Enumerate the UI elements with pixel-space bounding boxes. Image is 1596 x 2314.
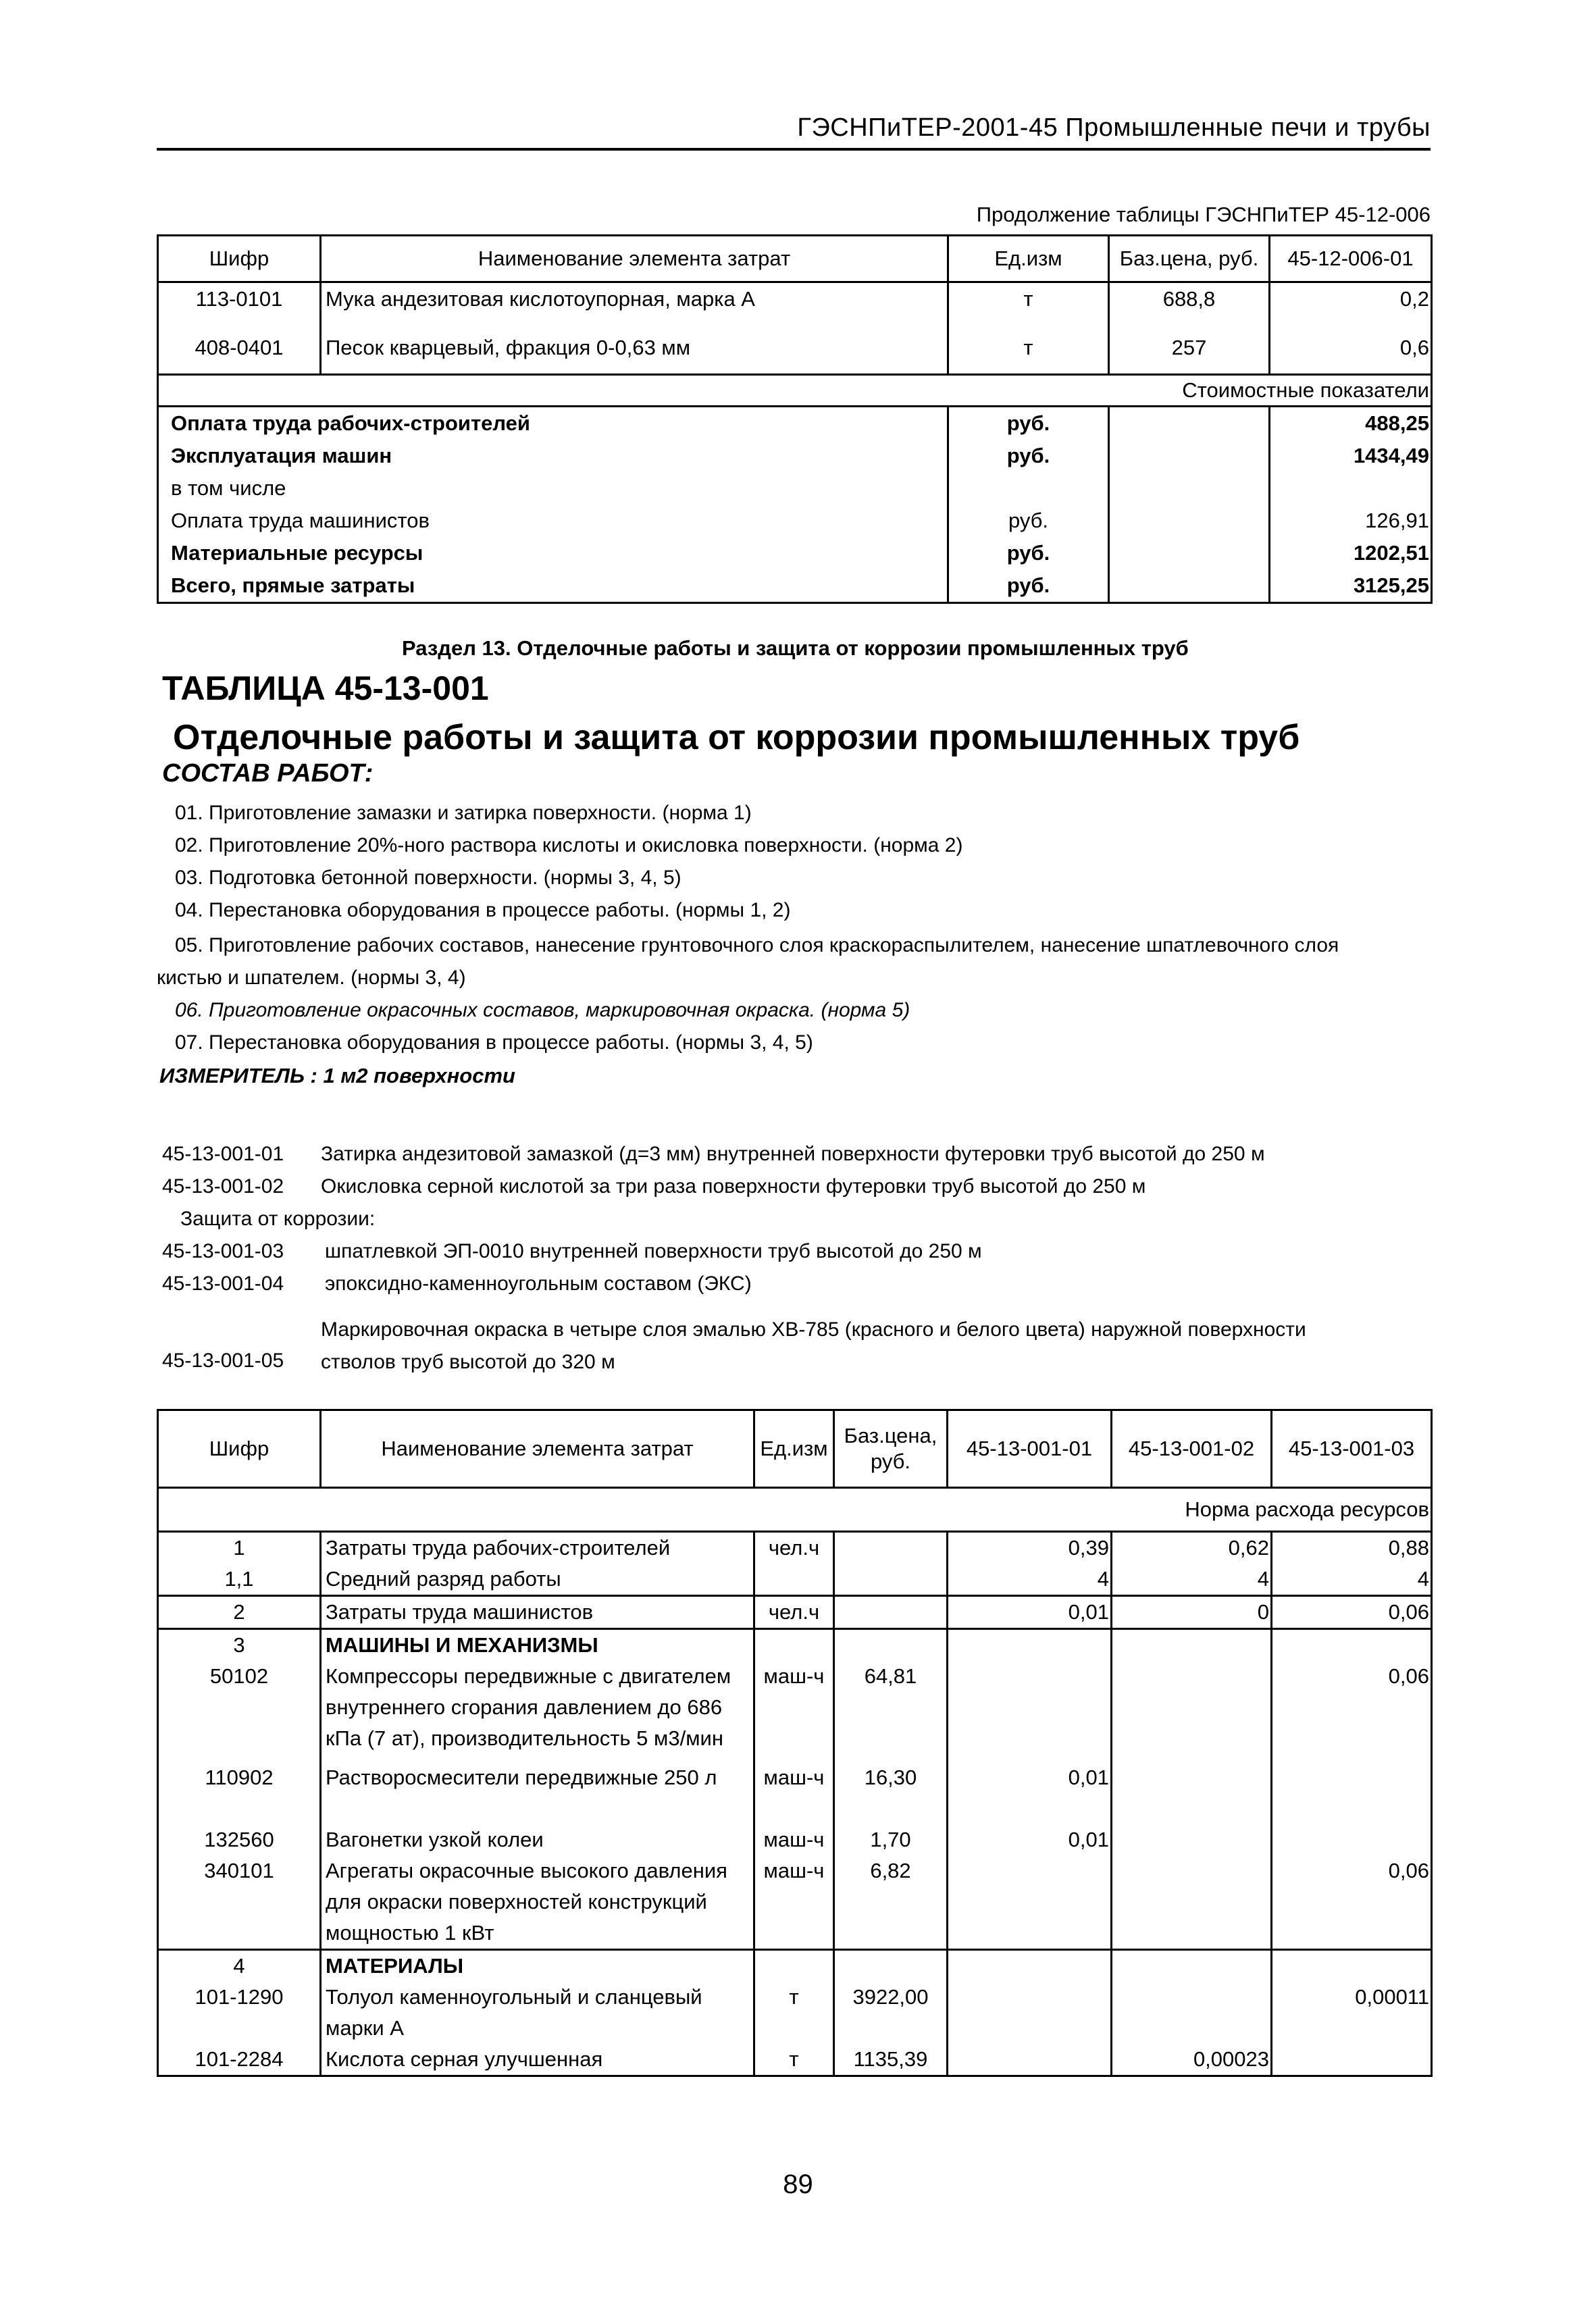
cost-price bbox=[1109, 440, 1270, 472]
cell-v1: 0,01 bbox=[948, 1754, 1112, 1824]
work-text: 05. Приготовление рабочих составов, нанесение грунтовочного слоя краскораспылителем, нанесение шпатлевочного слоя bbox=[175, 934, 1339, 956]
cell-v2: 0 bbox=[1112, 1596, 1272, 1629]
norm-text: Окисловка серной кислотой за три раза поверхности футеровки труб высотой до 250 м bbox=[321, 1175, 1146, 1198]
cell-v2: 0,62 bbox=[1112, 1532, 1272, 1564]
work-item bbox=[157, 1027, 1431, 1059]
cell-code: 113-0101 bbox=[158, 282, 321, 326]
work-item bbox=[157, 797, 1431, 829]
col-header-unit: Ед.изм bbox=[948, 236, 1109, 282]
table-name: Отделочные работы и защита от коррозии промышленных труб bbox=[173, 718, 1300, 757]
cost-section-label: Стоимостные показатели bbox=[158, 375, 1432, 407]
cell-price: 257 bbox=[1109, 325, 1270, 375]
norma-label: Норма расхода ресурсов bbox=[158, 1488, 1432, 1532]
cell-price: 6,82 bbox=[834, 1855, 948, 1950]
table-row bbox=[158, 325, 1432, 375]
cost-unit: руб. bbox=[948, 569, 1109, 603]
col-header-code: Шифр bbox=[158, 1410, 321, 1488]
cost-unit bbox=[948, 472, 1109, 505]
table-header-row bbox=[158, 1410, 1432, 1488]
cell-unit: маш-ч bbox=[754, 1754, 834, 1824]
cell-name: Толуол каменноугольный и сланцевый марки А bbox=[321, 1982, 754, 2044]
work-item bbox=[157, 994, 1431, 1027]
cell-code: 3 bbox=[158, 1629, 321, 1662]
cell-v2 bbox=[1112, 1629, 1272, 1662]
cell-v1: 4 bbox=[948, 1564, 1112, 1596]
norm-item bbox=[162, 1138, 1432, 1171]
cell-v3: 0,06 bbox=[1272, 1855, 1432, 1950]
table-row bbox=[158, 282, 1432, 326]
cost-name: Оплата труда машинистов bbox=[158, 505, 948, 537]
cell-name: Средний разряд работы bbox=[321, 1564, 754, 1596]
cell-v3 bbox=[1272, 1754, 1432, 1824]
cell-code: 340101 bbox=[158, 1855, 321, 1950]
norm-text: Маркировочная окраска в четыре слоя эмалью ХВ-785 (красного и белого цвета) наружной поверхности bbox=[321, 1318, 1306, 1341]
cost-name: в том числе bbox=[158, 472, 948, 505]
cost-section-row bbox=[158, 375, 1432, 407]
cell-code: 1,1 bbox=[158, 1564, 321, 1596]
works-label: СОСТАВ РАБОТ: bbox=[162, 759, 374, 788]
cell-code: 101-2284 bbox=[158, 2044, 321, 2076]
work-text: 03. Подготовка бетонной поверхности. (нормы 3, 4, 5) bbox=[175, 867, 681, 889]
col-header-norm: 45-12-006-01 bbox=[1270, 236, 1432, 282]
cell-unit bbox=[754, 1629, 834, 1662]
cell-name: Растворосмесители передвижные 250 л bbox=[321, 1754, 754, 1824]
table-row bbox=[158, 1564, 1432, 1596]
cell-v1 bbox=[948, 1982, 1112, 2044]
cell-value: 0,6 bbox=[1270, 325, 1432, 375]
cell-name: Затраты труда машинистов bbox=[321, 1596, 754, 1629]
table-section-row bbox=[158, 1950, 1432, 1982]
cell-unit bbox=[754, 1564, 834, 1596]
cost-name: Материальные ресурсы bbox=[158, 537, 948, 569]
cell-unit: маш-ч bbox=[754, 1661, 834, 1754]
norm-text: Затирка андезитовой замазкой (д=3 мм) внутренней поверхности футеровки труб высотой до 250 м bbox=[321, 1143, 1265, 1165]
col-header-name: Наименование элемента затрат bbox=[321, 236, 948, 282]
cell-unit: т bbox=[948, 325, 1109, 375]
cost-row bbox=[158, 472, 1432, 505]
cost-unit: руб. bbox=[948, 440, 1109, 472]
cell-unit: чел.ч bbox=[754, 1596, 834, 1629]
norm-code: 45-13-001-02 bbox=[162, 1175, 284, 1198]
cell-price bbox=[834, 1950, 948, 1982]
work-item bbox=[157, 929, 1431, 994]
norm-text-wrap bbox=[321, 1314, 1432, 1379]
cell-price bbox=[834, 1532, 948, 1564]
cell-v3 bbox=[1272, 1824, 1432, 1855]
table-row bbox=[158, 1661, 1432, 1754]
norm-item bbox=[162, 1171, 1432, 1203]
norm-text: эпоксидно-каменноугольным составом (ЭКС) bbox=[325, 1272, 752, 1295]
cell-v1 bbox=[948, 1629, 1112, 1662]
col-header-code: Шифр bbox=[158, 236, 321, 282]
norm-code: 45-13-001-01 bbox=[162, 1143, 284, 1165]
section-subtitle: Раздел 13. Отделочные работы и защита от коррозии промышленных труб bbox=[402, 636, 1189, 660]
cell-unit: маш-ч bbox=[754, 1855, 834, 1950]
cell-code: 408-0401 bbox=[158, 325, 321, 375]
norm-text: шпатлевкой ЭП-0010 внутренней поверхности труб высотой до 250 м bbox=[325, 1240, 982, 1262]
cell-unit bbox=[754, 1950, 834, 1982]
cell-v3: 0,00011 bbox=[1272, 1982, 1432, 2044]
cell-price bbox=[834, 1596, 948, 1629]
cell-code: 2 bbox=[158, 1596, 321, 1629]
work-item bbox=[157, 829, 1431, 862]
norms-list bbox=[162, 1138, 1432, 1379]
norm-code: 45-13-001-04 bbox=[162, 1272, 284, 1295]
page-number: 89 bbox=[783, 2169, 813, 2199]
cost-value bbox=[1270, 472, 1432, 505]
cell-code: 132560 bbox=[158, 1824, 321, 1855]
cost-value: 488,25 bbox=[1270, 407, 1432, 440]
cell-v3 bbox=[1272, 1950, 1432, 1982]
cost-row bbox=[158, 407, 1432, 440]
cell-v2 bbox=[1112, 1855, 1272, 1950]
col-header-unit: Ед.изм bbox=[754, 1410, 834, 1488]
cell-price bbox=[834, 1629, 948, 1662]
table-row bbox=[158, 1982, 1432, 2044]
table-row bbox=[158, 1754, 1432, 1824]
cost-row bbox=[158, 569, 1432, 603]
cost-unit: руб. bbox=[948, 407, 1109, 440]
cell-name: Кислота серная улучшенная bbox=[321, 2044, 754, 2076]
work-item bbox=[157, 862, 1431, 894]
col-header-norm-02: 45-13-001-02 bbox=[1112, 1410, 1272, 1488]
cell-price: 688,8 bbox=[1109, 282, 1270, 326]
norma-label-row bbox=[158, 1488, 1432, 1532]
norm-item bbox=[162, 1314, 1432, 1379]
cell-v2 bbox=[1112, 1950, 1272, 1982]
measure-unit: ИЗМЕРИТЕЛЬ : 1 м2 поверхности bbox=[159, 1064, 515, 1087]
cell-code: 110902 bbox=[158, 1754, 321, 1824]
cell-name: Компрессоры передвижные с двигателем внутреннего сгорания давлением до 686 кПа (7 ат), производительность 5 м3/мин bbox=[321, 1661, 754, 1754]
cell-unit: чел.ч bbox=[754, 1532, 834, 1564]
col-header-norm-01: 45-13-001-01 bbox=[948, 1410, 1112, 1488]
cell-price: 16,30 bbox=[834, 1754, 948, 1824]
cell-v3: 0,88 bbox=[1272, 1532, 1432, 1564]
cell-price: 64,81 bbox=[834, 1661, 948, 1754]
norm-code: 45-13-001-05 bbox=[162, 1349, 284, 1372]
cell-value: 0,2 bbox=[1270, 282, 1432, 326]
cell-price bbox=[834, 1564, 948, 1596]
work-text: 04. Перестановка оборудования в процессе работы. (нормы 1, 2) bbox=[175, 899, 791, 921]
table-row bbox=[158, 1596, 1432, 1629]
col-header-name: Наименование элемента затрат bbox=[321, 1410, 754, 1488]
cell-v3 bbox=[1272, 2044, 1432, 2076]
cost-price bbox=[1109, 505, 1270, 537]
cost-unit: руб. bbox=[948, 505, 1109, 537]
cell-v2 bbox=[1112, 1982, 1272, 2044]
col-header-norm-03: 45-13-001-03 bbox=[1272, 1410, 1432, 1488]
cost-name: Всего, прямые затраты bbox=[158, 569, 948, 603]
cell-price: 1,70 bbox=[834, 1824, 948, 1855]
cost-row bbox=[158, 505, 1432, 537]
cell-v2: 4 bbox=[1112, 1564, 1272, 1596]
cell-v2 bbox=[1112, 1661, 1272, 1754]
table-row bbox=[158, 1824, 1432, 1855]
cell-v2 bbox=[1112, 1754, 1272, 1824]
cost-name: Эксплуатация машин bbox=[158, 440, 948, 472]
table-continuation-label: Продолжение таблицы ГЭСНПиТЕР 45-12-006 bbox=[976, 203, 1431, 226]
cell-v2: 0,00023 bbox=[1112, 2044, 1272, 2076]
cell-code: 101-1290 bbox=[158, 1982, 321, 2044]
cost-price bbox=[1109, 407, 1270, 440]
cost-price bbox=[1109, 472, 1270, 505]
cell-v2 bbox=[1112, 1824, 1272, 1855]
norm-group-label bbox=[162, 1203, 1432, 1235]
cell-name: Агрегаты окрасочные высокого давления для окраски поверхностей конструкций мощностью 1 кВт bbox=[321, 1855, 754, 1950]
cell-v1 bbox=[948, 2044, 1112, 2076]
cost-price bbox=[1109, 569, 1270, 603]
work-item bbox=[157, 894, 1431, 927]
work-text: 01. Приготовление замазки и затирка поверхности. (норма 1) bbox=[175, 802, 752, 824]
cost-row bbox=[158, 537, 1432, 569]
section-name-machines: МАШИНЫ И МЕХАНИЗМЫ bbox=[321, 1629, 754, 1662]
cell-name: Вагонетки узкой колеи bbox=[321, 1824, 754, 1855]
work-text: 07. Перестановка оборудования в процессе работы. (нормы 3, 4, 5) bbox=[175, 1031, 813, 1054]
norm-group-text: Защита от коррозии: bbox=[180, 1208, 376, 1230]
work-text: 02. Приготовление 20%-ного раствора кислоты и окисловка поверхности. (норма 2) bbox=[175, 834, 963, 856]
cell-name: Затраты труда рабочих-строителей bbox=[321, 1532, 754, 1564]
cost-row bbox=[158, 440, 1432, 472]
cell-unit: т bbox=[948, 282, 1109, 326]
table-row bbox=[158, 2044, 1432, 2076]
resource-table-45-13-001 bbox=[157, 1409, 1433, 2077]
cell-v1: 0,01 bbox=[948, 1824, 1112, 1855]
cell-unit: т bbox=[754, 2044, 834, 2076]
cost-price bbox=[1109, 537, 1270, 569]
norm-text: стволов труб высотой до 320 м bbox=[321, 1351, 615, 1373]
table-header-row bbox=[158, 236, 1432, 282]
table-row bbox=[158, 1532, 1432, 1564]
cell-unit: маш-ч bbox=[754, 1824, 834, 1855]
cost-value: 1434,49 bbox=[1270, 440, 1432, 472]
running-title: ГЭСНПиТЕР-2001-45 Промышленные печи и трубы bbox=[797, 113, 1431, 142]
work-text-continuation: кистью и шпателем. (нормы 3, 4) bbox=[157, 967, 466, 989]
cell-v1 bbox=[948, 1661, 1112, 1754]
cell-code: 4 bbox=[158, 1950, 321, 1982]
cell-code: 1 bbox=[158, 1532, 321, 1564]
cost-value: 126,91 bbox=[1270, 505, 1432, 537]
section-name-materials: МАТЕРИАЛЫ bbox=[321, 1950, 754, 1982]
col-header-price: Баз.цена, руб. bbox=[1109, 236, 1270, 282]
cell-v1 bbox=[948, 1855, 1112, 1950]
cell-v1: 0,01 bbox=[948, 1596, 1112, 1629]
table-section-row bbox=[158, 1629, 1432, 1662]
cell-price: 1135,39 bbox=[834, 2044, 948, 2076]
cell-v3: 4 bbox=[1272, 1564, 1432, 1596]
col-header-price: Баз.цена, руб. bbox=[834, 1410, 948, 1488]
norm-item bbox=[162, 1235, 1432, 1268]
cell-unit: т bbox=[754, 1982, 834, 2044]
cell-v3: 0,06 bbox=[1272, 1596, 1432, 1629]
work-text: 06. Приготовление окрасочных составов, маркировочная окраска. (норма 5) bbox=[175, 999, 910, 1021]
cell-name: Мука андезитовая кислотоупорная, марка А bbox=[321, 282, 948, 326]
cell-v3 bbox=[1272, 1629, 1432, 1662]
resource-table-45-12-006 bbox=[157, 234, 1433, 604]
header-rule bbox=[157, 148, 1431, 151]
works-list bbox=[157, 797, 1431, 1059]
norm-code: 45-13-001-03 bbox=[162, 1240, 284, 1262]
cell-code: 50102 bbox=[158, 1661, 321, 1754]
cell-v3: 0,06 bbox=[1272, 1661, 1432, 1754]
norm-item bbox=[162, 1268, 1432, 1300]
table-id: ТАБЛИЦА 45-13-001 bbox=[162, 669, 489, 707]
cell-price: 3922,00 bbox=[834, 1982, 948, 2044]
cost-unit: руб. bbox=[948, 537, 1109, 569]
cell-v1: 0,39 bbox=[948, 1532, 1112, 1564]
cell-name: Песок кварцевый, фракция 0-0,63 мм bbox=[321, 325, 948, 375]
cost-value: 1202,51 bbox=[1270, 537, 1432, 569]
table-row bbox=[158, 1855, 1432, 1950]
cell-v1 bbox=[948, 1950, 1112, 1982]
cost-name: Оплата труда рабочих-строителей bbox=[158, 407, 948, 440]
cost-value: 3125,25 bbox=[1270, 569, 1432, 603]
